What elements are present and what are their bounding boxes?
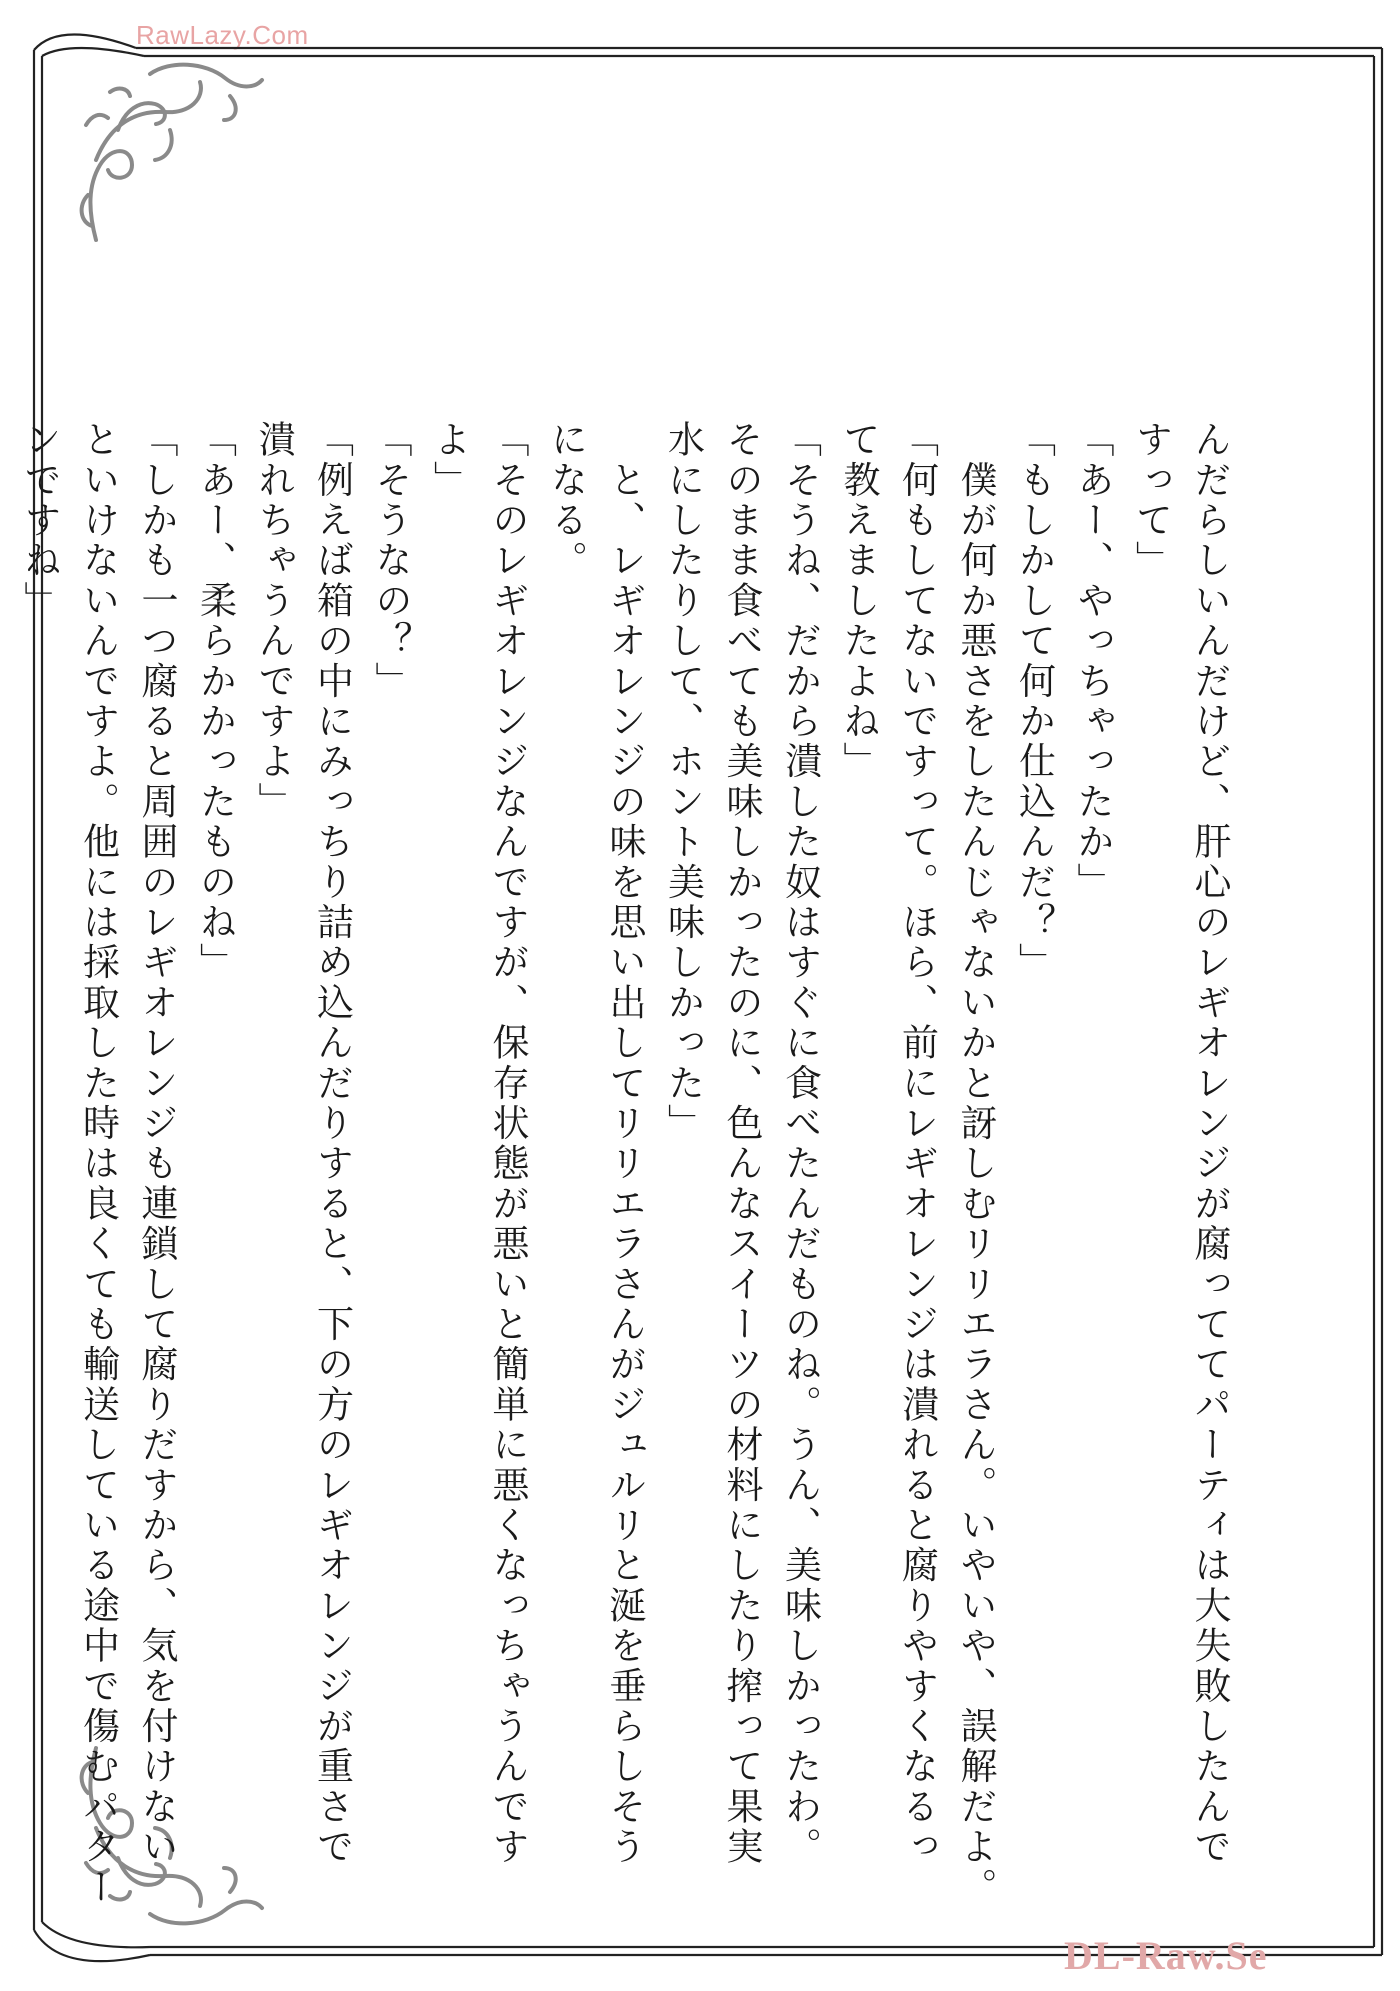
text-line: といけないんですよ。他には採取した時は良くても輸送している途中で傷むパター (76, 420, 120, 1908)
text-line: 「しかも一つ腐ると周囲のレギオレンジも連鎖して腐りだすから、気を付けない (135, 420, 178, 1868)
corner-ornament-top-left (82, 65, 262, 240)
text-line: 「もしかして何か仕込んだ？」 (1012, 420, 1056, 983)
text-line: そのまま食べても美味しかったのに、色んなスイーツの材料にしたり搾って果実 (720, 420, 763, 1868)
novel-text-body (18, 420, 1238, 1908)
text-line: んだらしいんだけど、肝心のレギオレンジが腐っててパーティは大失敗したんで (1188, 420, 1231, 1868)
text-line: 「例えば箱の中にみっちり詰め込んだりすると、下の方のレギオレンジが重さで (310, 420, 354, 1868)
text-line: 僕が何か悪さをしたんじゃないかと訝しむリリエラさん。いやいや、誤解だよ。 (954, 420, 997, 1908)
text-line: ンですね」 (18, 420, 61, 621)
text-line: 「そのレギオレンジなんですが、保存状態が悪いと簡単に悪くなっちゃうんです (486, 420, 529, 1868)
text-line: 「あー、やっちゃったか」 (1071, 420, 1114, 903)
text-line: 「そうなの？」 (369, 420, 412, 702)
text-line: 水にしたりして、ホント美味しかった」 (661, 420, 705, 1144)
text-line: 「そうね、だから潰した奴はすぐに食べたんだものね。うん、美味しかったわ。 (778, 420, 822, 1868)
text-line: すって」 (1129, 420, 1173, 581)
text-line: て教えましたよね」 (837, 420, 880, 782)
watermark-top: RawLazy.Com (136, 20, 309, 50)
text-line: 潰れちゃうんですよ」 (252, 420, 295, 822)
text-line: よ」 (427, 420, 471, 501)
text-line: 「何もしてないですって。ほら、前にレギオレンジは潰れると腐りやすくなるっ (895, 420, 939, 1868)
text-line: になる。 (544, 420, 588, 581)
text-line: 「あー、柔らかかったものね」 (193, 420, 237, 983)
text-line: と、レギオレンジの味を思い出してリリエラさんがジュルリと涎を垂らしそう (603, 420, 646, 1868)
watermark-bottom: DL-Raw.Se (1064, 1933, 1268, 1978)
